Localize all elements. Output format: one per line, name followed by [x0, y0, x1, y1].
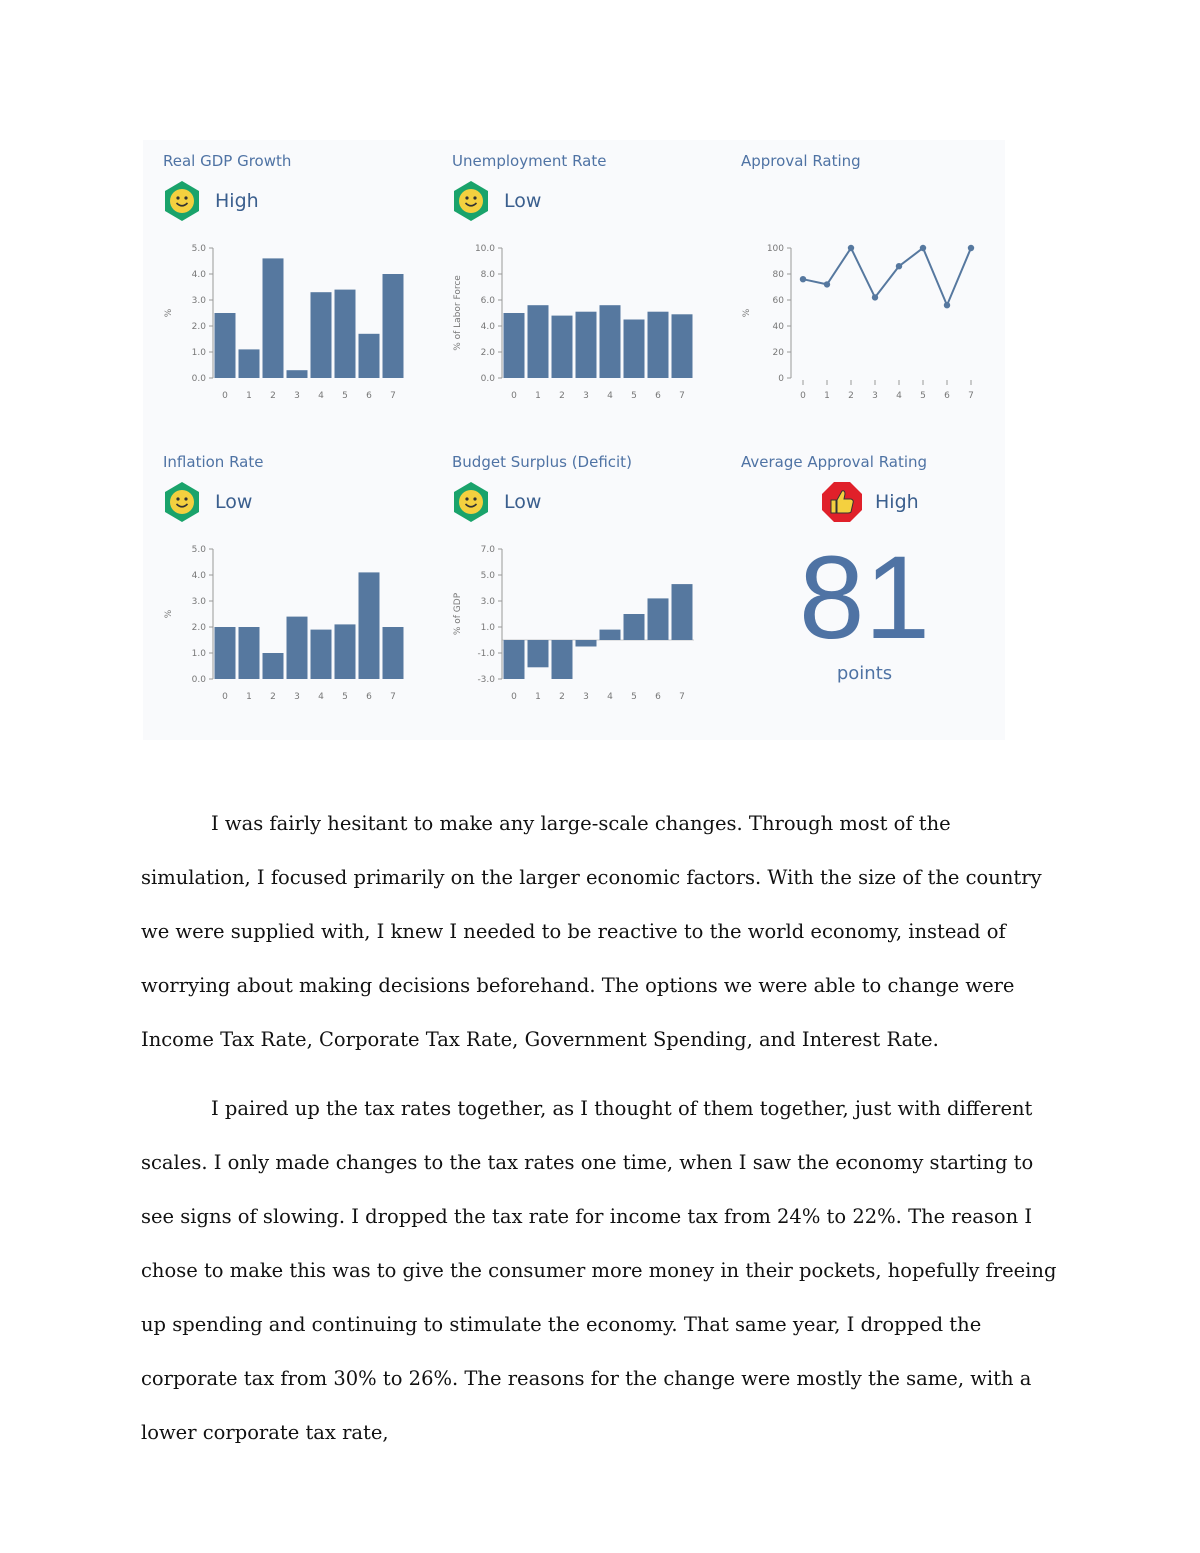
bar — [576, 640, 597, 647]
y-tick-label: 6.0 — [480, 296, 495, 306]
y-tick-label: 7.0 — [480, 545, 495, 555]
bar — [239, 349, 260, 378]
bar — [311, 630, 332, 679]
y-tick-label: 5.0 — [191, 545, 206, 555]
bar — [311, 292, 332, 378]
status-label: High — [215, 190, 259, 212]
data-point — [872, 294, 878, 300]
x-tick-label: 2 — [270, 692, 276, 702]
x-tick-label: 0 — [511, 391, 517, 401]
average-approval-unit: points — [836, 663, 893, 684]
data-point — [848, 245, 854, 251]
y-tick-label: 5.0 — [480, 571, 495, 581]
bar — [624, 614, 645, 640]
x-tick-label: 5 — [920, 391, 926, 401]
data-point — [800, 276, 806, 282]
average-approval-value: 81 — [798, 532, 931, 664]
y-tick-label: 0.0 — [191, 675, 206, 685]
x-tick-label: 3 — [294, 692, 300, 702]
bar — [239, 627, 260, 679]
essay-paragraph: I paired up the tax rates together, as I thought of them together, just with different scales. I only made changes to the tax rates one time, when I saw the economy starting to see signs of slowing. I dropped the tax rate for income tax from 24% to 22%. The reason I chose to make this was to give the consumer more money in their pockets, hopefully freeing up spending and continuing to stimulate the economy. That same year, I dropped the corporate tax from 30% to 26%. The reasons for the change were mostly the same, with a lower corporate tax rate, — [141, 1097, 1057, 1444]
bar — [383, 627, 404, 679]
bar — [600, 630, 621, 640]
essay-paragraph: I was fairly hesitant to make any large-scale changes. Through most of the simulation, I focused primarily on the larger economic factors. With the size of the country we were supplied with, I knew I needed to be reactive to the world economy, instead of worrying about making decisions beforehand. The options we were able to change were Income Tax Rate, Corporate Tax Rate, Government Spending, and Interest Rate. — [141, 812, 1042, 1051]
y-tick-label: 4.0 — [480, 322, 495, 332]
y-tick-label: 20 — [772, 348, 784, 358]
y-axis-label: % of Labor Force — [453, 275, 463, 351]
status-indicator — [161, 180, 259, 222]
status-indicator — [821, 481, 919, 523]
bar — [672, 584, 693, 640]
bar — [624, 320, 645, 379]
x-tick-label: 4 — [318, 692, 324, 702]
y-tick-label: 1.0 — [191, 649, 206, 659]
y-axis-label: % — [164, 609, 174, 619]
y-tick-label: 0.0 — [191, 374, 206, 384]
bar — [263, 653, 284, 679]
y-tick-label: 3.0 — [191, 597, 206, 607]
unemployment-bar-chart — [432, 236, 719, 411]
x-tick-label: 7 — [390, 692, 396, 702]
smiley-face-icon — [450, 180, 492, 222]
x-tick-label: 6 — [366, 391, 372, 401]
bar — [287, 370, 308, 378]
y-tick-label: 2.0 — [480, 348, 495, 358]
x-tick-label: 1 — [535, 391, 541, 401]
status-label: High — [875, 491, 919, 513]
panel-title: Unemployment Rate — [452, 152, 607, 170]
status-indicator — [161, 481, 252, 523]
bar — [528, 305, 549, 378]
x-tick-label: 3 — [583, 692, 589, 702]
y-tick-label: 1.0 — [480, 623, 495, 633]
gdp-growth-bar-chart — [143, 236, 430, 411]
x-tick-label: 4 — [607, 692, 613, 702]
smiley-face-icon — [450, 481, 492, 523]
essay-body — [141, 797, 1061, 1475]
panel-unemployment-rate — [432, 140, 719, 440]
data-point — [944, 302, 950, 308]
bar — [552, 640, 573, 679]
x-tick-label: 6 — [944, 391, 950, 401]
inflation-bar-chart — [143, 537, 430, 712]
panel-approval-rating — [721, 140, 1008, 440]
economy-dashboard — [143, 140, 1005, 740]
y-tick-label: 10.0 — [474, 244, 495, 254]
panel-title: Approval Rating — [741, 152, 861, 170]
x-tick-label: 7 — [390, 391, 396, 401]
y-tick-label: 5.0 — [191, 244, 206, 254]
y-tick-label: 0.0 — [480, 374, 495, 384]
y-tick-label: 60 — [772, 296, 784, 306]
bar — [215, 627, 236, 679]
bar — [504, 313, 525, 378]
smiley-face-icon — [161, 481, 203, 523]
x-tick-label: 0 — [511, 692, 517, 702]
x-tick-label: 3 — [872, 391, 878, 401]
x-tick-label: 4 — [607, 391, 613, 401]
y-tick-label: 8.0 — [480, 270, 495, 280]
x-tick-label: 1 — [246, 391, 252, 401]
x-tick-label: 1 — [246, 692, 252, 702]
panel-title: Budget Surplus (Deficit) — [452, 453, 632, 471]
bar — [504, 640, 525, 679]
y-tick-label: 1.0 — [191, 348, 206, 358]
x-tick-label: 0 — [222, 391, 228, 401]
bar — [215, 313, 236, 378]
x-tick-label: 5 — [631, 391, 637, 401]
y-tick-label: 3.0 — [191, 296, 206, 306]
y-tick-label: 4.0 — [191, 270, 206, 280]
status-indicator — [450, 481, 541, 523]
data-point — [920, 245, 926, 251]
y-tick-label: 100 — [766, 244, 784, 254]
thumbs-up-icon — [821, 481, 863, 523]
panel-budget-surplus — [432, 441, 719, 741]
x-tick-label: 6 — [366, 692, 372, 702]
budget-bar-chart — [432, 537, 719, 712]
smiley-face-icon — [161, 180, 203, 222]
bar — [600, 305, 621, 378]
x-tick-label: 7 — [679, 391, 685, 401]
panel-average-approval-rating — [721, 441, 1008, 741]
status-label: Low — [504, 491, 542, 513]
y-axis-label: % of GDP — [453, 592, 463, 636]
x-tick-label: 4 — [896, 391, 902, 401]
x-tick-label: 2 — [559, 391, 565, 401]
status-indicator — [450, 180, 541, 222]
y-axis-label: % — [742, 308, 752, 318]
x-tick-label: 3 — [583, 391, 589, 401]
bar — [335, 624, 356, 679]
x-tick-label: 5 — [342, 692, 348, 702]
approval-line-chart — [721, 236, 1008, 411]
panel-title: Inflation Rate — [163, 453, 264, 471]
panel-inflation-rate — [143, 441, 430, 741]
bar — [648, 312, 669, 378]
y-tick-label: 0 — [778, 374, 784, 384]
x-tick-label: 7 — [968, 391, 974, 401]
status-label: Low — [215, 491, 253, 513]
series-line — [803, 248, 971, 305]
x-tick-label: 2 — [848, 391, 854, 401]
x-tick-label: 4 — [318, 391, 324, 401]
bar — [263, 258, 284, 378]
bar — [383, 274, 404, 378]
status-label: Low — [504, 190, 542, 212]
y-tick-label: 4.0 — [191, 571, 206, 581]
y-tick-label: -3.0 — [477, 675, 495, 685]
y-tick-label: 2.0 — [191, 623, 206, 633]
x-tick-label: 3 — [294, 391, 300, 401]
x-tick-label: 6 — [655, 391, 661, 401]
bar — [359, 572, 380, 679]
bar — [552, 316, 573, 378]
y-tick-label: 40 — [772, 322, 784, 332]
data-point — [968, 245, 974, 251]
x-tick-label: 2 — [559, 692, 565, 702]
x-tick-label: 1 — [535, 692, 541, 702]
panel-title: Average Approval Rating — [741, 453, 928, 471]
bar — [359, 334, 380, 378]
panel-title: Real GDP Growth — [163, 152, 292, 170]
x-tick-label: 5 — [342, 391, 348, 401]
bar — [672, 314, 693, 378]
bar — [335, 290, 356, 378]
data-point — [824, 281, 830, 287]
panel-real-gdp-growth — [143, 140, 430, 440]
y-axis-label: % — [164, 308, 174, 318]
x-tick-label: 1 — [824, 391, 830, 401]
y-tick-label: -1.0 — [477, 649, 495, 659]
x-tick-label: 5 — [631, 692, 637, 702]
bar — [576, 312, 597, 378]
y-tick-label: 2.0 — [191, 322, 206, 332]
data-point — [896, 263, 902, 269]
y-tick-label: 80 — [772, 270, 784, 280]
x-tick-label: 2 — [270, 391, 276, 401]
x-tick-label: 0 — [222, 692, 228, 702]
y-tick-label: 3.0 — [480, 597, 495, 607]
bar — [287, 617, 308, 679]
x-tick-label: 6 — [655, 692, 661, 702]
x-tick-label: 7 — [679, 692, 685, 702]
bar — [648, 598, 669, 640]
bar — [528, 640, 549, 667]
x-tick-label: 0 — [800, 391, 806, 401]
